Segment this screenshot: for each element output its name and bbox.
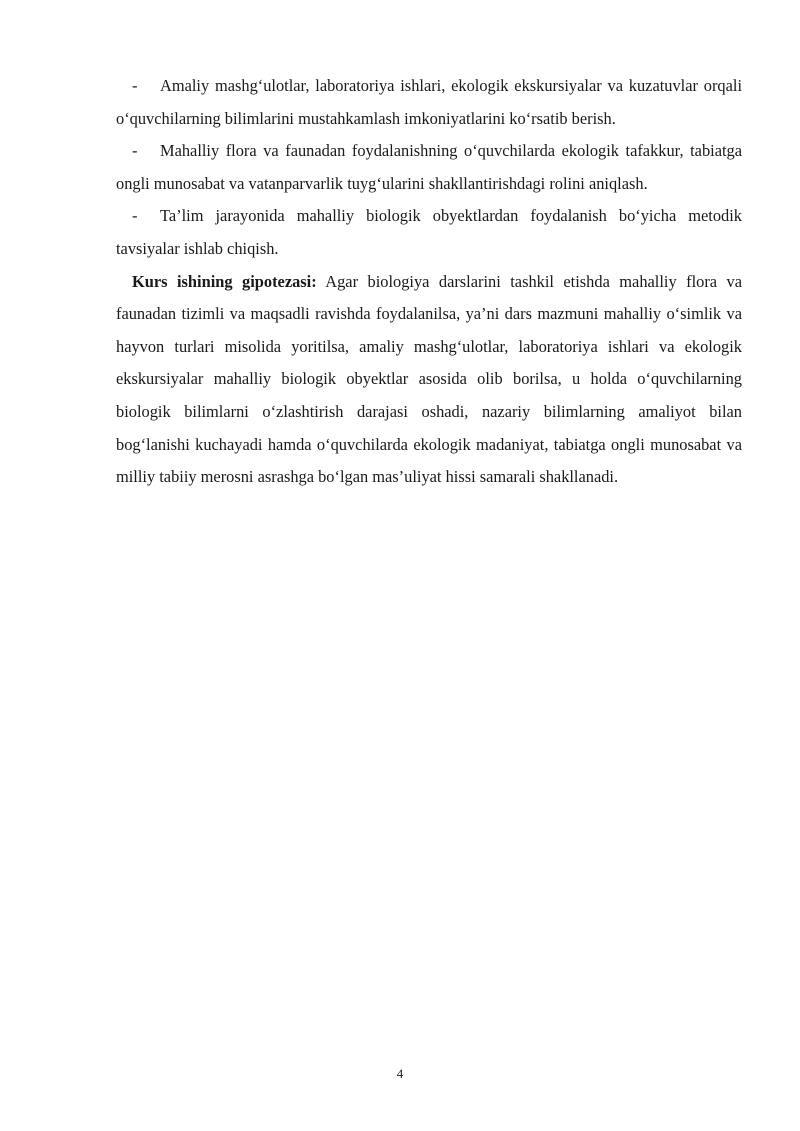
bullet-marker: - xyxy=(132,141,138,161)
bullet-item xyxy=(116,70,742,135)
document-body xyxy=(116,70,742,494)
bullet-item xyxy=(116,200,742,265)
bullet-text: Mahalliy flora va faunadan foydalanishning o‘quvchilarda ekologik tafakkur, tabiatga ongli munosabat va vatanparvarlik tuyg‘ularini shakllantirishdagi rolini aniqlash. xyxy=(116,141,742,193)
hypothesis-label: Kurs ishining gipotezasi: xyxy=(132,271,317,291)
bullet-marker: - xyxy=(132,76,138,95)
page-number: 4 xyxy=(396,1066,404,1081)
hypothesis-paragraph xyxy=(116,266,742,494)
bullet-text: Ta’lim jarayonida mahalliy biologik obyektlardan foydalanish bo‘yicha metodik tavsiyalar ishlab chiqish. xyxy=(116,206,742,258)
hypothesis-text: Agar biologiya darslarini tashkil etishda mahalliy flora va faunadan tizimli va maqsadli ravishda foydalanilsa, ya’ni dars mazmuni mahalliy o‘simlik va hayvon turlari misolida yoritilsa, amaliy mashg‘ulotlar, laboratoriya ishlari va ekologik ekskursiyalar mahalliy biologik obyektlar asosida olib borilsa, u holda o‘quvchilarning biologik bilimlarni o‘zlashtirish darajasi oshadi, nazariy bilimlarning amaliyot bilan bog‘lanishi kuchayadi hamda o‘quvchilarda ekologik madaniyat, tabiatga ongli munosabat va milliy tabiiy merosni asrashga bo‘lgan mas’uliyat hissi samarali shakllanadi. xyxy=(116,271,743,487)
bullet-marker: - xyxy=(132,206,138,226)
bullet-item xyxy=(116,135,742,200)
bullet-text: Amaliy mashg‘ulotlar, laboratoriya ishlari, ekologik ekskursiyalar va kuzatuvlar orqali o‘quvchilarning bilimlarini mustahkamlash imkoniyatlarini ko‘rsatib berish. xyxy=(116,76,742,128)
